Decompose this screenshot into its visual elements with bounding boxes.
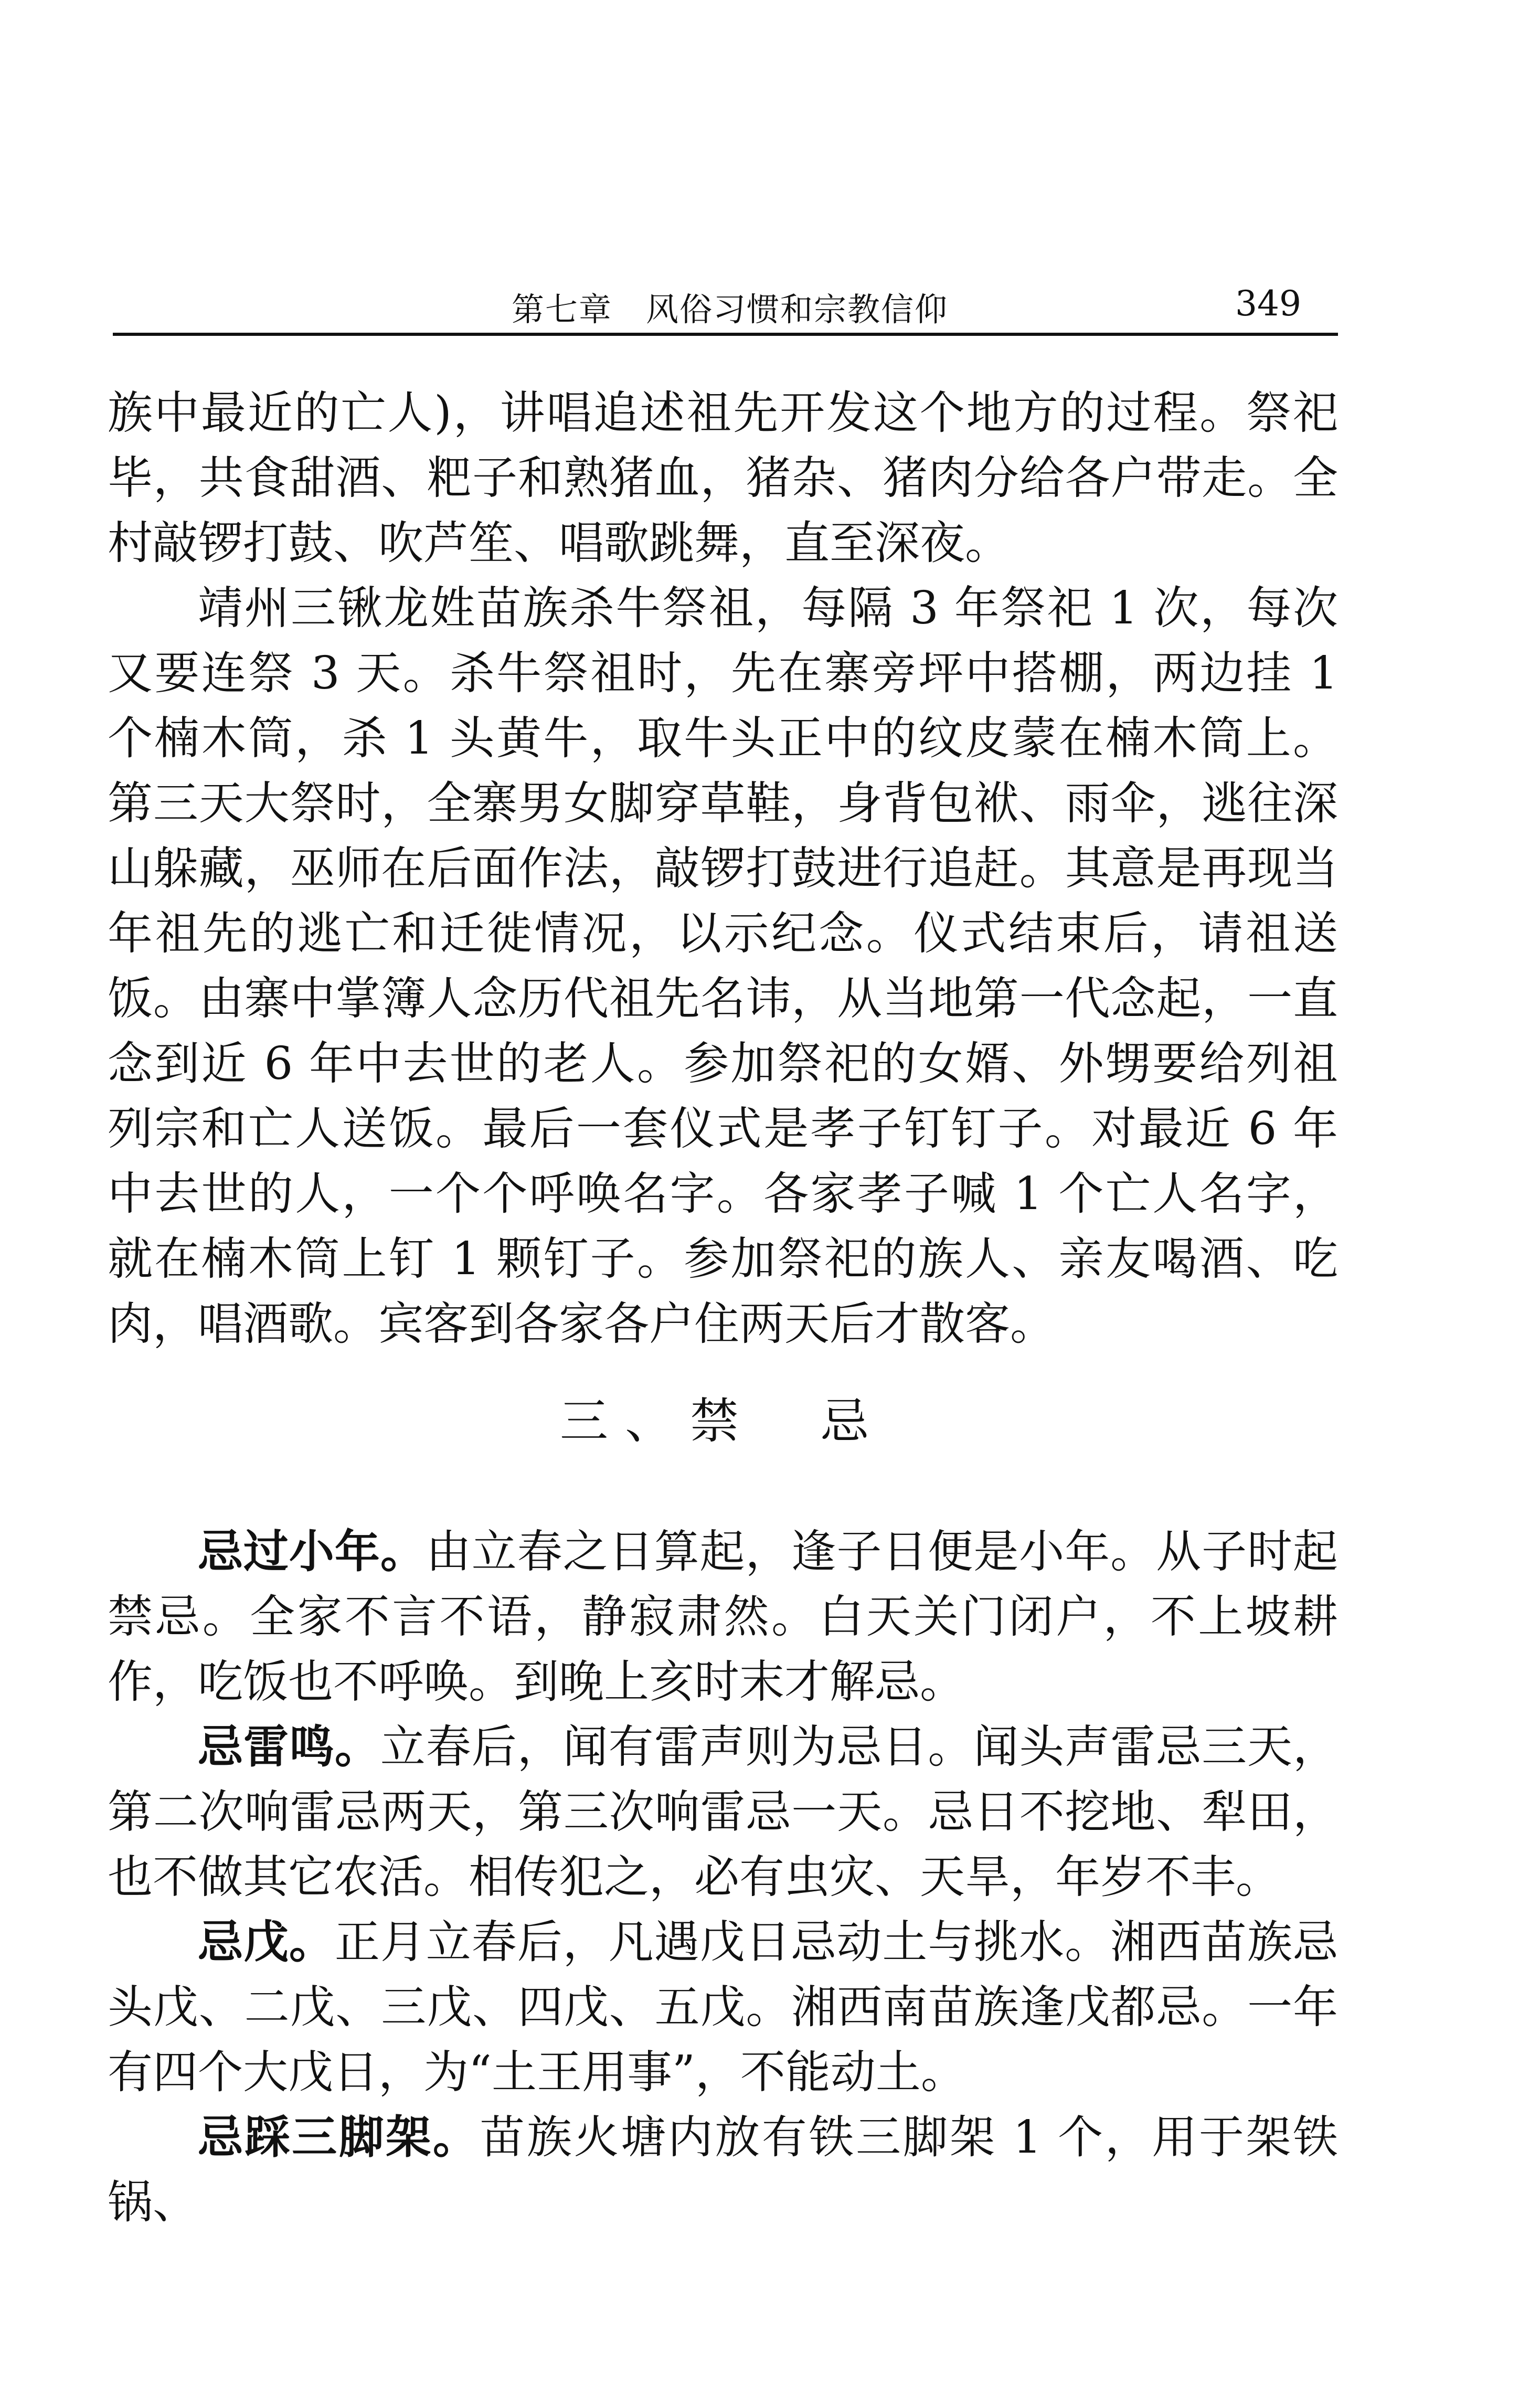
chapter-title: 第七章 风俗习惯和宗教信仰 bbox=[512, 290, 949, 329]
taboo-text: 正月立春后，凡遇戊日忌动土与挑水。湘西苗族忌头戊、二戊、三戊、四戊、五戊。湘西南苗族逢戊都忌。一年有四个大戊日，为“土王用事”，不能动土。 bbox=[108, 1916, 1338, 2099]
taboo-paragraph bbox=[108, 2105, 1338, 2235]
page-body bbox=[108, 380, 1338, 2235]
header-rule bbox=[113, 333, 1338, 336]
paragraph-ox-sacrifice: 靖州三锹龙姓苗族杀牛祭祖，每隔 3 年祭祀 1 次，每次又要连祭 3 天。杀牛祭祖时，先在寨旁坪中搭棚，两边挂 1 个楠木筒，杀 1 头黄牛，取牛头正中的纹皮蒙在楠木筒上。第三天大祭时，全寨男女脚穿草鞋，身背包袱、雨伞，逃往深山躲藏，巫师在后面作法，敲锣打鼓进行追赶。其意是再现当年祖先的逃亡和迁徙情况，以示纪念。仪式结束后，请祖送饭。由寨中掌簿人念历代祖先名讳，从当地第一代念起，一直念到近 6 年中去世的老人。参加祭祀的女婿、外甥要给列祖列宗和亡人送饭。最后一套仪式是孝子钉钉子。对最近 6 年中去世的人，一个个呼唤名字。各家孝子喊 1 个亡人名字，就在楠木筒上钉 1 颗钉子。参加祭祀的族人、亲友喝酒、吃肉，唱酒歌。宾客到各家各户住两天后才散客。 bbox=[108, 582, 1338, 1350]
taboo-text: 立春后，闻有雷声则为忌日。闻头声雷忌三天，第二次响雷忌两天，第三次响雷忌一天。忌日不挖地、犁田，也不做其它农活。相传犯之，必有虫灾、天旱，年岁不丰。 bbox=[108, 1721, 1339, 1903]
taboo-text: 苗族火塘内放有铁三脚架 1 个，用于架铁锅、 bbox=[108, 2111, 1339, 2229]
taboo-paragraph bbox=[108, 1714, 1338, 1910]
taboo-term: 忌戊。 bbox=[198, 1916, 335, 1968]
taboo-paragraph bbox=[108, 1910, 1338, 2105]
paragraph-continuation: 族中最近的亡人)，讲唱追述祖先开发这个地方的过程。祭祀毕，共食甜酒、粑子和熟猪血，猪杂、猪肉分给各户带走。全村敲锣打鼓、吹芦笙、唱歌跳舞，直至深夜。 bbox=[108, 387, 1338, 569]
page-number: 349 bbox=[1235, 283, 1301, 324]
taboo-term: 忌过小年。 bbox=[198, 1526, 426, 1578]
taboo-text: 由立春之日算起，逢子日便是小年。从子时起禁忌。全家不言不语，静寂肃然。白天关门闭户，不上坡耕作，吃饭也不呼唤。到晚上亥时末才解忌。 bbox=[108, 1526, 1339, 1708]
section-heading: 三、禁 忌 bbox=[559, 1393, 886, 1449]
taboo-paragraph bbox=[108, 1519, 1338, 1714]
running-header bbox=[113, 273, 1338, 336]
taboo-term: 忌踩三脚架。 bbox=[198, 2111, 480, 2164]
taboo-term: 忌雷鸣。 bbox=[198, 1721, 380, 1773]
